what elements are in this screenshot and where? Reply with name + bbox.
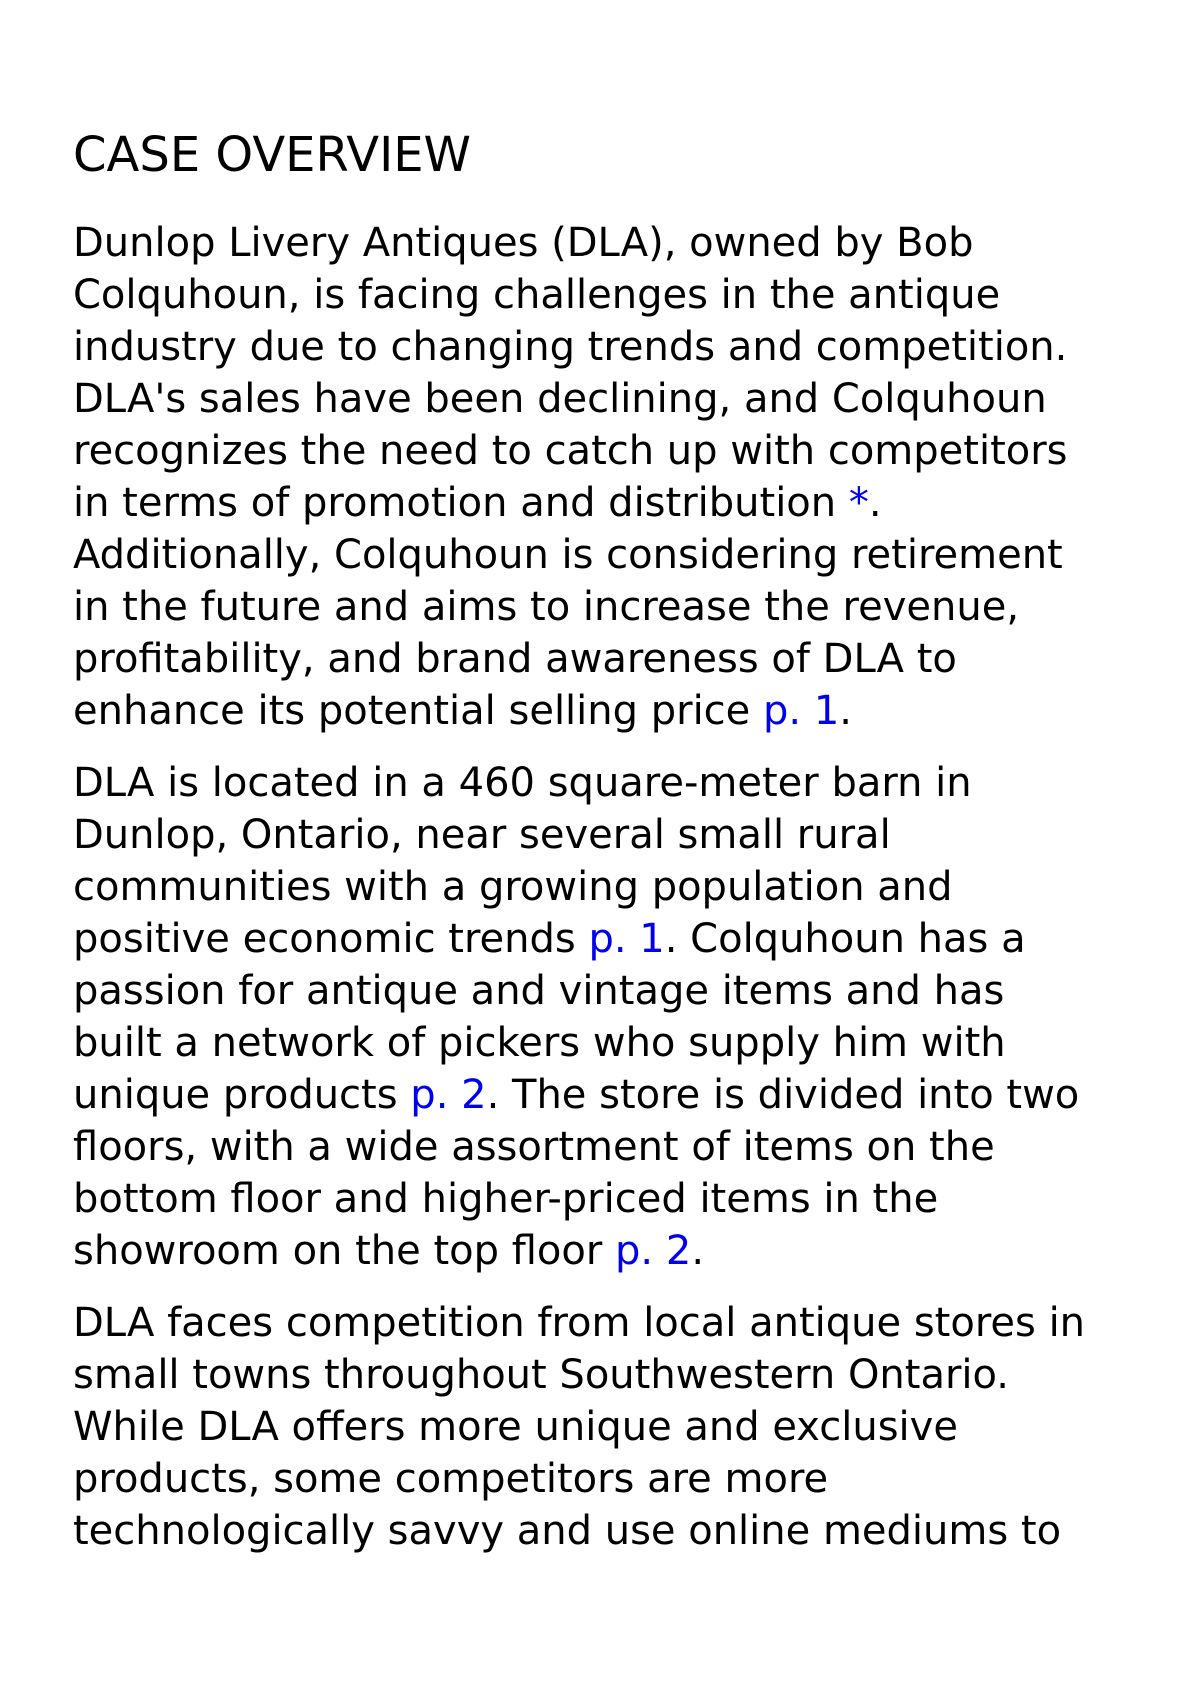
text-line	[73, 581, 1198, 633]
document-page	[73, 125, 1198, 1577]
text-line	[73, 913, 1198, 965]
text-line	[73, 1297, 1198, 1349]
text-segment: While DLA offers more unique and exclusive	[73, 1404, 958, 1450]
text-segment: . The store is divided into two	[486, 1072, 1080, 1118]
text-line	[73, 477, 1198, 529]
text-segment: recognizes the need to catch up with competitors	[73, 428, 1068, 474]
text-segment: in terms of promotion and distribution	[73, 480, 849, 526]
text-segment: floors, with a wide assortment of items on the	[73, 1124, 995, 1170]
text-line	[73, 1017, 1198, 1069]
text-segment: industry due to changing trends and competition.	[73, 324, 1068, 370]
text-line	[73, 321, 1198, 373]
citation-link[interactable]: p. 2	[615, 1228, 692, 1274]
text-line	[73, 1225, 1198, 1277]
text-segment: Additionally, Colquhoun is considering retirement	[73, 532, 1063, 578]
text-segment: enhance its potential selling price	[73, 688, 763, 734]
text-segment: passion for antique and vintage items and has	[73, 968, 1005, 1014]
text-line	[73, 1401, 1198, 1453]
text-segment: Dunlop Livery Antiques (DLA), owned by Bob	[73, 220, 974, 266]
text-segment: in the future and aims to increase the revenue,	[73, 584, 1020, 630]
text-segment: technologically savvy and use online mediums to	[73, 1508, 1062, 1554]
text-line	[73, 965, 1198, 1017]
text-segment: .	[868, 480, 882, 526]
text-line	[73, 1505, 1198, 1557]
text-line	[73, 685, 1198, 737]
text-line	[73, 217, 1198, 269]
citation-link[interactable]: p. 1	[763, 688, 840, 734]
text-line	[73, 373, 1198, 425]
text-segment: . Colquhoun has a	[664, 916, 1026, 962]
citation-link[interactable]: p. 1	[588, 916, 665, 962]
text-line	[73, 1173, 1198, 1225]
text-segment: .	[691, 1228, 705, 1274]
text-segment: Dunlop, Ontario, near several small rural	[73, 812, 891, 858]
text-segment: .	[839, 688, 852, 734]
paragraph-2	[73, 757, 1198, 1277]
text-segment: bottom floor and higher-priced items in the	[73, 1176, 939, 1222]
text-line	[73, 425, 1198, 477]
text-segment: DLA faces competition from local antique stores in	[73, 1300, 1086, 1346]
text-segment: built a network of pickers who supply him with	[73, 1020, 1006, 1066]
text-line	[73, 861, 1198, 913]
page-title: CASE OVERVIEW	[73, 127, 472, 183]
text-segment: Colquhoun, is facing challenges in the antique	[73, 272, 1001, 318]
text-segment: DLA is located in a 460 square-meter barn in	[73, 760, 972, 806]
text-line	[73, 529, 1198, 581]
text-segment: profitability, and brand awareness of DLA to	[73, 636, 957, 682]
document-body	[73, 217, 1198, 1557]
text-segment: DLA's sales have been declining, and Colquhoun	[73, 376, 1047, 422]
paragraph-1	[73, 217, 1198, 737]
text-line	[73, 809, 1198, 861]
text-segment: products, some competitors are more	[73, 1456, 829, 1502]
citation-link[interactable]: p. 2	[410, 1072, 487, 1118]
text-line	[73, 1069, 1198, 1121]
paragraph-3	[73, 1297, 1198, 1557]
text-segment: small towns throughout Southwestern Ontario.	[73, 1352, 1010, 1398]
text-line	[73, 633, 1198, 685]
text-line	[73, 757, 1198, 809]
text-line	[73, 1121, 1198, 1173]
text-segment: showroom on the top floor	[73, 1228, 616, 1274]
text-segment: unique products	[73, 1072, 411, 1118]
text-line	[73, 1453, 1198, 1505]
text-segment: positive economic trends	[73, 916, 589, 962]
text-line	[73, 1349, 1198, 1401]
text-line	[73, 269, 1198, 321]
text-segment: communities with a growing population and	[73, 864, 953, 910]
citation-link[interactable]: *	[848, 480, 869, 526]
